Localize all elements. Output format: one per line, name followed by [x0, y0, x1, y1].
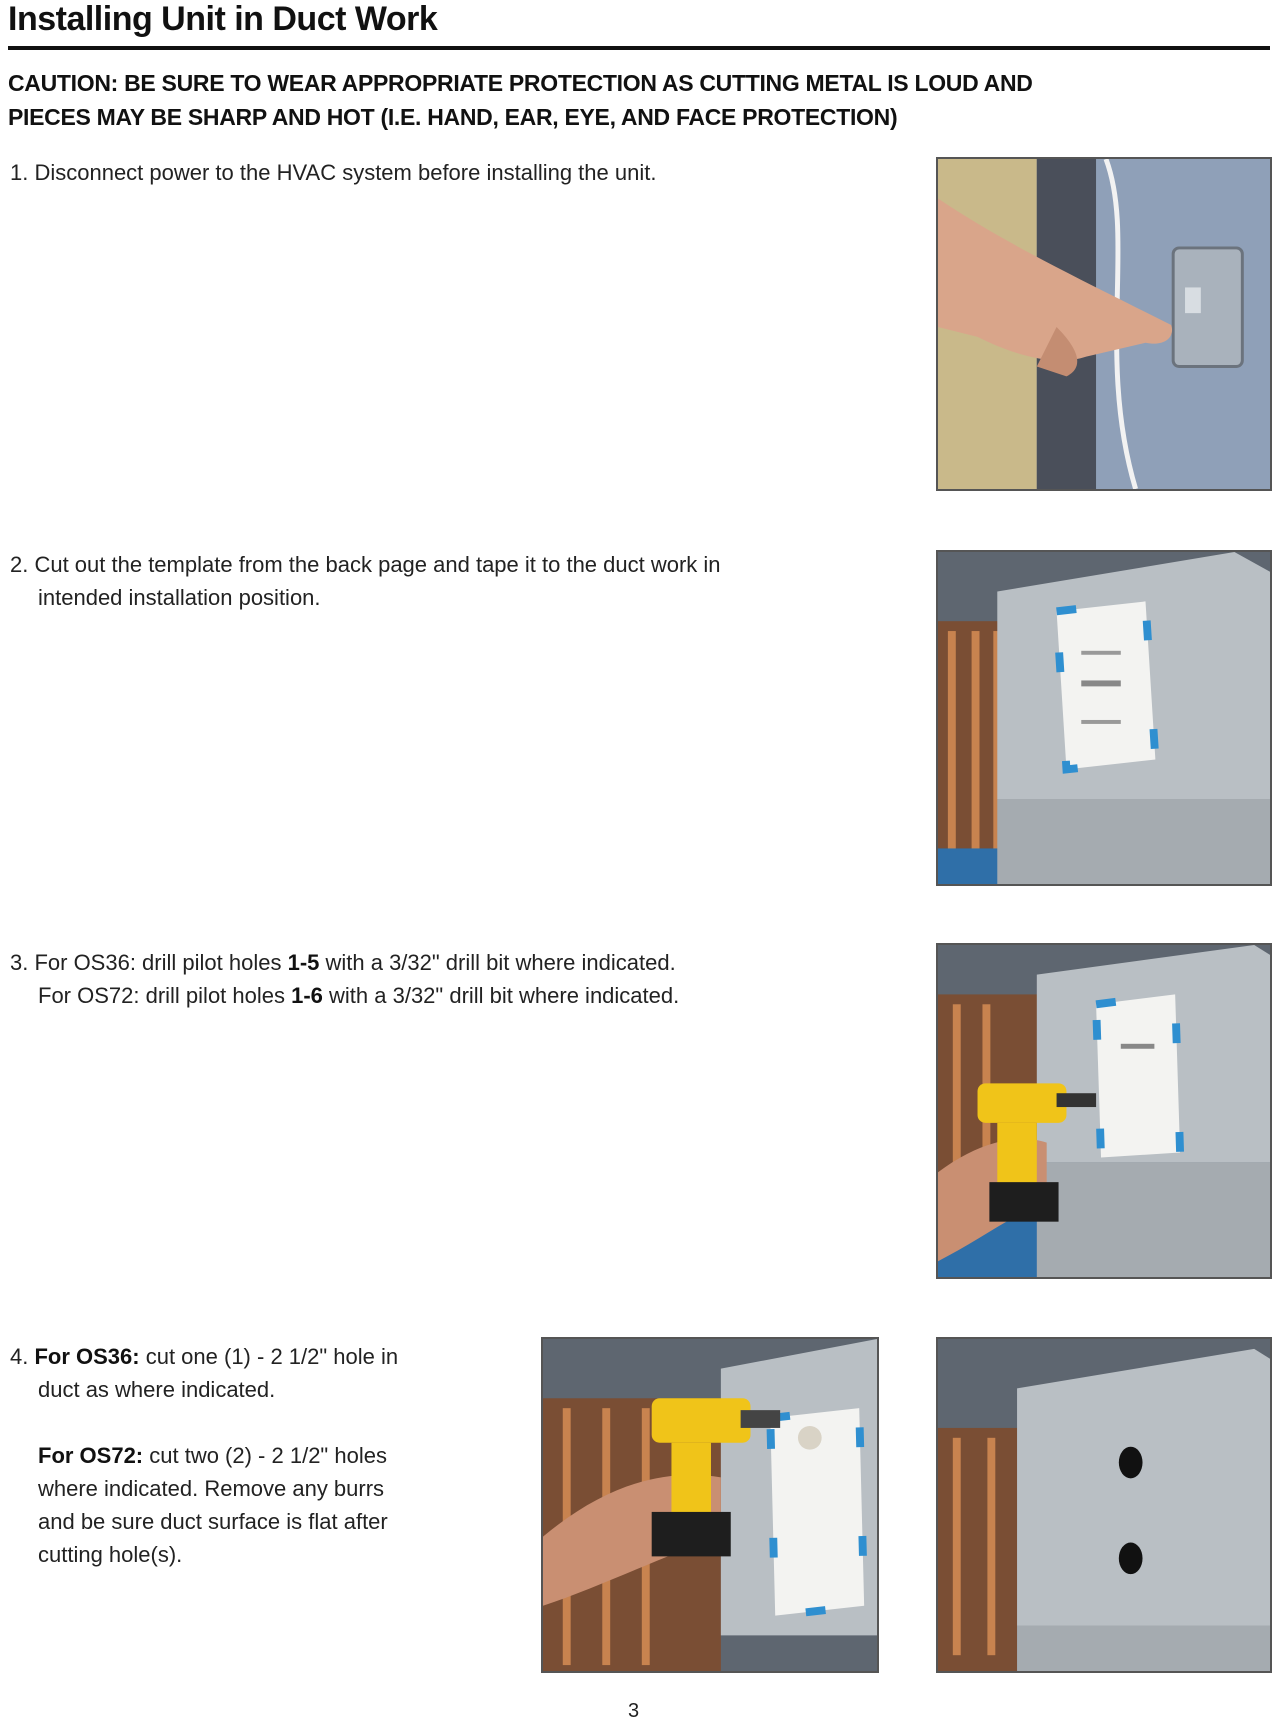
page-number: 3 — [628, 1700, 640, 1722]
step-3-photo — [936, 943, 1272, 1279]
step-4-line-3: For OS72: cut two (2) - 2 1/2" holes — [38, 1443, 387, 1468]
step-3-line-2: For OS72: drill pilot holes 1-6 with a 3/32" drill bit where indicated. — [38, 983, 680, 1008]
step-2-line-2: intended installation position. — [38, 585, 321, 610]
step-4-line-1: 4. For OS36: cut one (1) - 2 1/2" hole in — [10, 1344, 399, 1369]
step-3-holes-os72: 1-6 — [291, 983, 323, 1008]
step-1-photo — [936, 157, 1272, 491]
step-2-text — [10, 548, 721, 614]
step-4-line-6: cutting hole(s). — [38, 1542, 183, 1567]
step-4-line-2: duct as where indicated. — [38, 1377, 276, 1402]
step-1-text — [10, 156, 656, 189]
step-3-line-1: 3. For OS36: drill pilot holes 1-5 with a 3/32" drill bit where indicated. — [10, 950, 676, 975]
step-4-os36-label: For OS36: — [34, 1344, 140, 1369]
step-4-line-5: and be sure duct surface is flat after — [38, 1509, 388, 1534]
step-3-holes-os36: 1-5 — [287, 950, 320, 975]
step-4-text — [10, 1340, 398, 1571]
step-2-line-1: 2. Cut out the template from the back page and tape it to the duct work in — [10, 552, 721, 577]
step-4-line-4: where indicated. Remove any burrs — [38, 1476, 385, 1501]
step-3-text — [10, 946, 679, 1012]
step-2-photo — [936, 550, 1272, 886]
caution-notice — [8, 66, 1268, 134]
step-1-line: 1. Disconnect power to the HVAC system before installing the unit. — [10, 160, 657, 185]
step-4-os72-label: For OS72: — [38, 1443, 144, 1468]
step-4-photo-holes — [936, 1337, 1272, 1673]
page-title: Installing Unit in Duct Work — [8, 0, 438, 38]
title-rule — [8, 46, 1270, 50]
step-4-photo-cutting — [541, 1337, 879, 1673]
caution-line-1: CAUTION: BE SURE TO WEAR APPROPRIATE PROTECTION AS CUTTING METAL IS LOUD AND — [8, 70, 1033, 96]
caution-line-2: PIECES MAY BE SHARP AND HOT (I.E. HAND, EAR, EYE, AND FACE PROTECTION) — [8, 104, 898, 130]
